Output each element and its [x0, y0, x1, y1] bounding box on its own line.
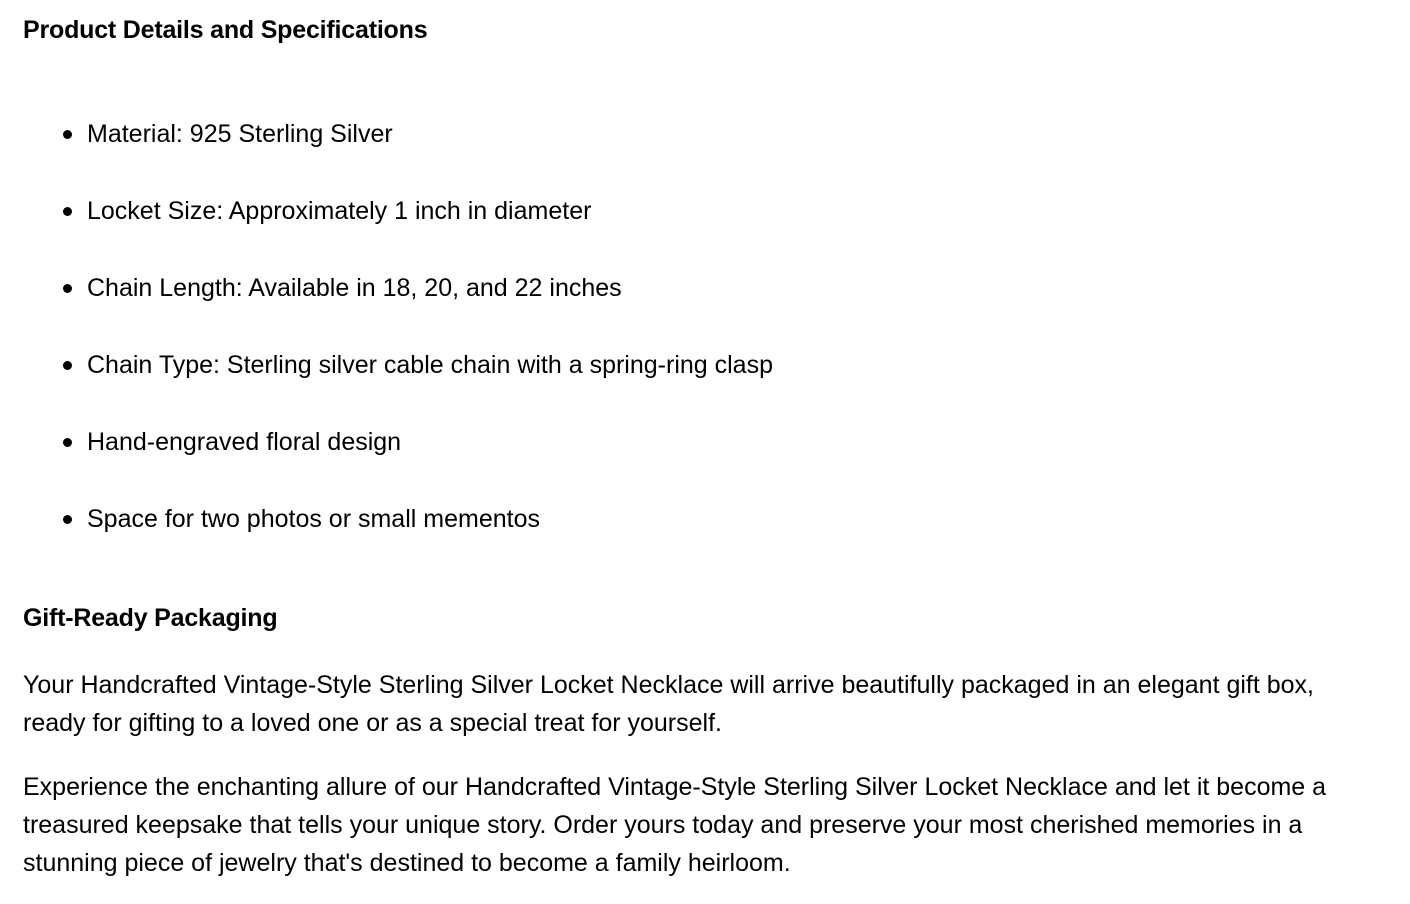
specs-heading: Product Details and Specifications: [23, 16, 428, 44]
bullet-icon: [63, 284, 72, 293]
gift-paragraph: Your Handcrafted Vintage-Style Sterling Silver Locket Necklace will arrive beautifully packaged in an elegant gift box, ready for gifting to a loved one or as a special treat for yourself.: [23, 671, 1315, 737]
bullet-icon: [63, 438, 72, 447]
bullet-icon: [63, 361, 72, 370]
list-item: [23, 108, 773, 185]
spec-label: Chain Length: Available in 18, 20, and 22 inches: [87, 274, 622, 302]
bullet-icon: [63, 207, 72, 216]
closing-paragraph: Experience the enchanting allure of our Handcrafted Vintage-Style Sterling Silver Locket Necklace and let it become a treasured keepsake that tells your unique story. Order yours today and preserve your most cherished memories in a stunning piece of jewelry that's destined to become a family heirloom.: [23, 773, 1327, 877]
bullet-icon: [63, 130, 72, 139]
list-item: [23, 185, 773, 262]
list-item: [23, 493, 773, 570]
spec-label: Hand-engraved floral design: [87, 428, 402, 456]
spec-label: Space for two photos or small mementos: [87, 505, 540, 533]
spec-label: Locket Size: Approximately 1 inch in diameter: [87, 197, 592, 225]
bullet-icon: [63, 515, 72, 524]
spec-label: Chain Type: Sterling silver cable chain with a spring-ring clasp: [87, 351, 773, 379]
spec-label: Material: 925 Sterling Silver: [87, 120, 393, 148]
gift-heading: Gift-Ready Packaging: [23, 604, 278, 632]
list-item: [23, 262, 773, 339]
specs-list: [23, 108, 773, 570]
list-item: [23, 416, 773, 493]
list-item: [23, 339, 773, 416]
